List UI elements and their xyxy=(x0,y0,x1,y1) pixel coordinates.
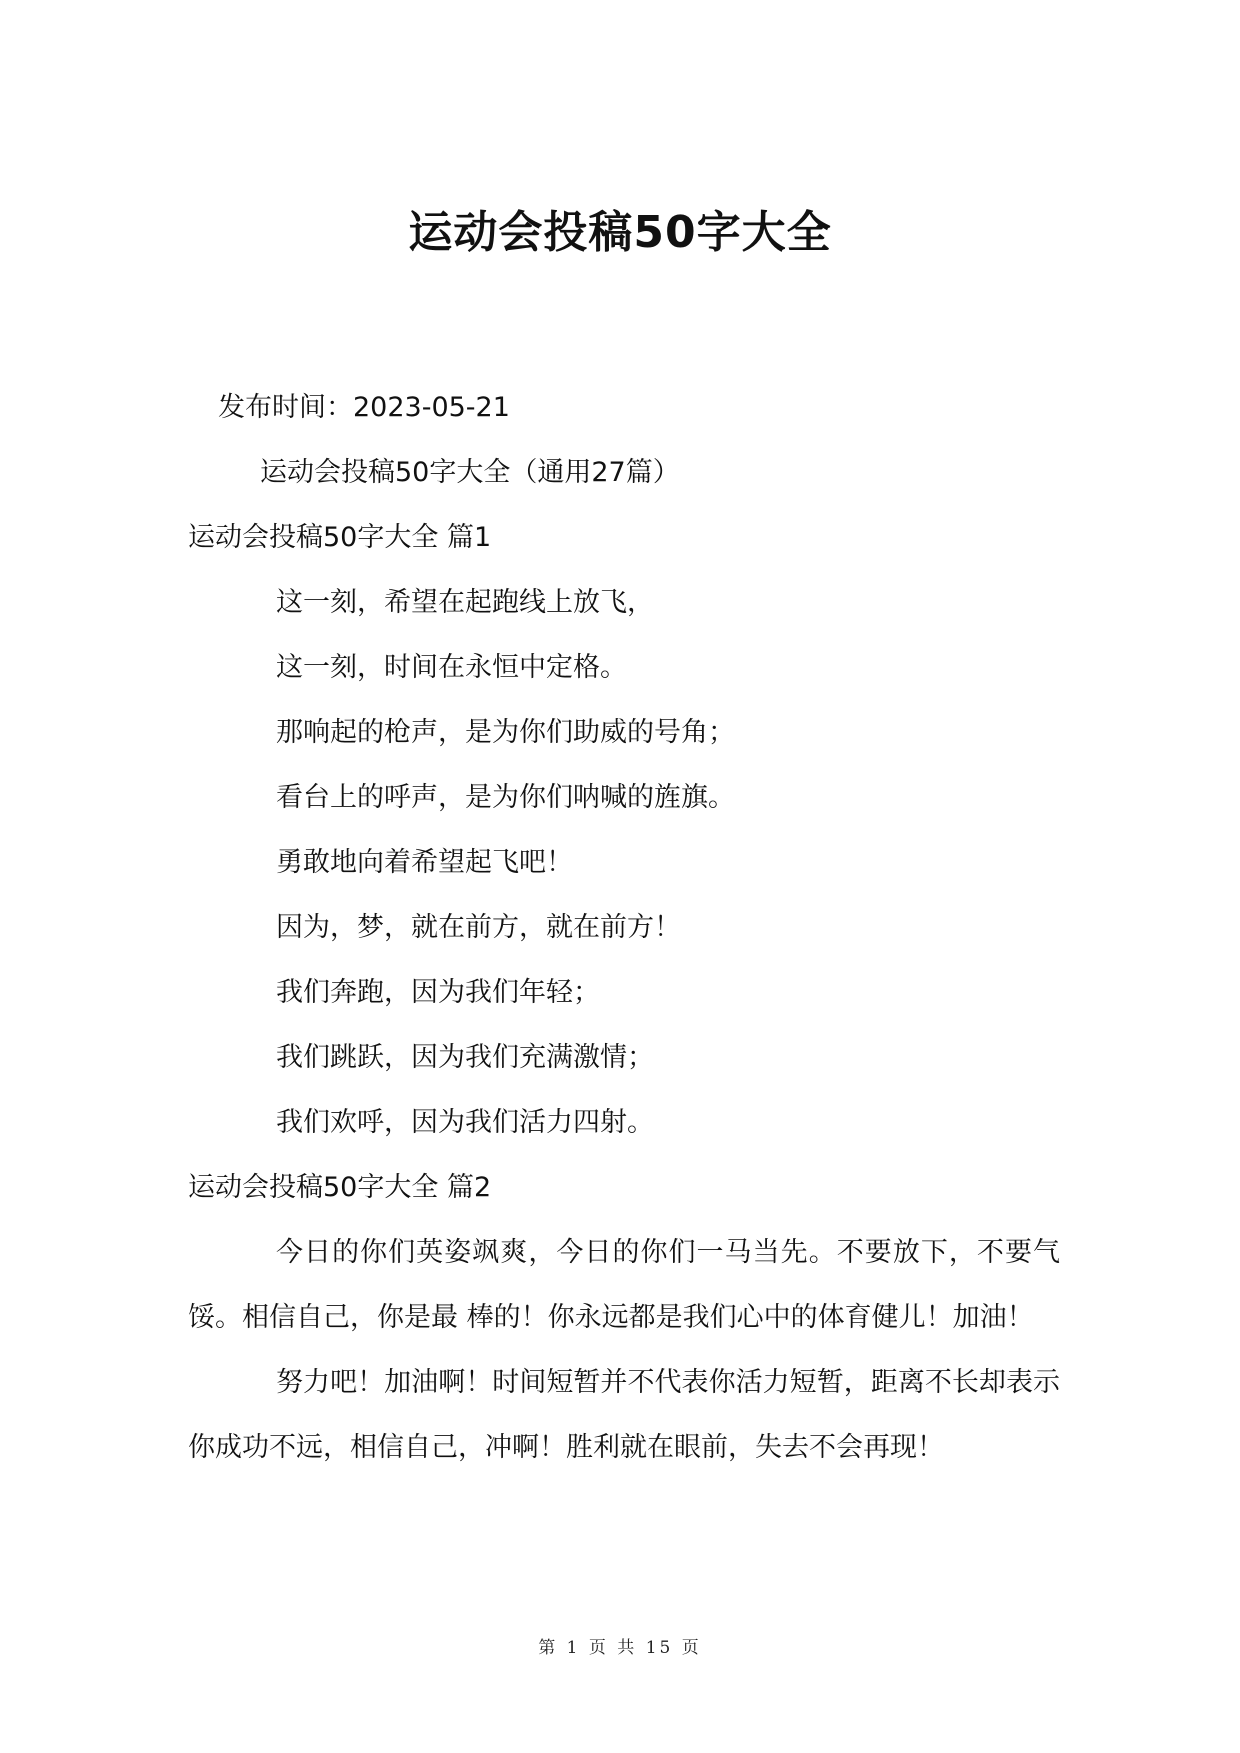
poem-line: 这一刻，希望在起跑线上放飞， xyxy=(276,587,654,618)
poem-line: 因为，梦，就在前方，就在前方！ xyxy=(276,912,681,943)
poem-line: 那响起的枪声，是为你们助威的号角； xyxy=(276,717,735,748)
poem-line: 我们奔跑，因为我们年轻； xyxy=(276,977,600,1008)
page-number-footer: 第 1 页 共 15 页 xyxy=(538,1638,702,1658)
paragraph: 今日的你们英姿飒爽，今日的你们一马当先。不要放下，不要气馁。相信自己，你是最 棒的！你永远都是我们心中的体育健儿！加油！ xyxy=(188,1237,1060,1333)
poem-line: 我们跳跃，因为我们充满激情； xyxy=(276,1042,654,1073)
section-heading-2: 运动会投稿50字大全 篇2 xyxy=(188,1172,492,1203)
document-title: 运动会投稿50字大全 xyxy=(408,207,832,258)
poem-line: 这一刻，时间在永恒中定格。 xyxy=(276,652,627,683)
document-subtitle: 运动会投稿50字大全（通用27篇） xyxy=(260,457,680,488)
document-body xyxy=(188,375,1060,1480)
poem-line: 勇敢地向着希望起飞吧！ xyxy=(276,847,573,878)
poem-line: 我们欢呼，因为我们活力四射。 xyxy=(276,1107,654,1138)
publish-time: 发布时间：2023-05-21 xyxy=(218,392,510,423)
poem-line: 看台上的呼声，是为你们呐喊的旌旗。 xyxy=(276,782,735,813)
section-heading-1: 运动会投稿50字大全 篇1 xyxy=(188,522,492,553)
paragraph: 努力吧！加油啊！时间短暂并不代表你活力短暂，距离不长却表示你成功不远，相信自己，冲啊！胜利就在眼前，失去不会再现！ xyxy=(188,1367,1060,1463)
